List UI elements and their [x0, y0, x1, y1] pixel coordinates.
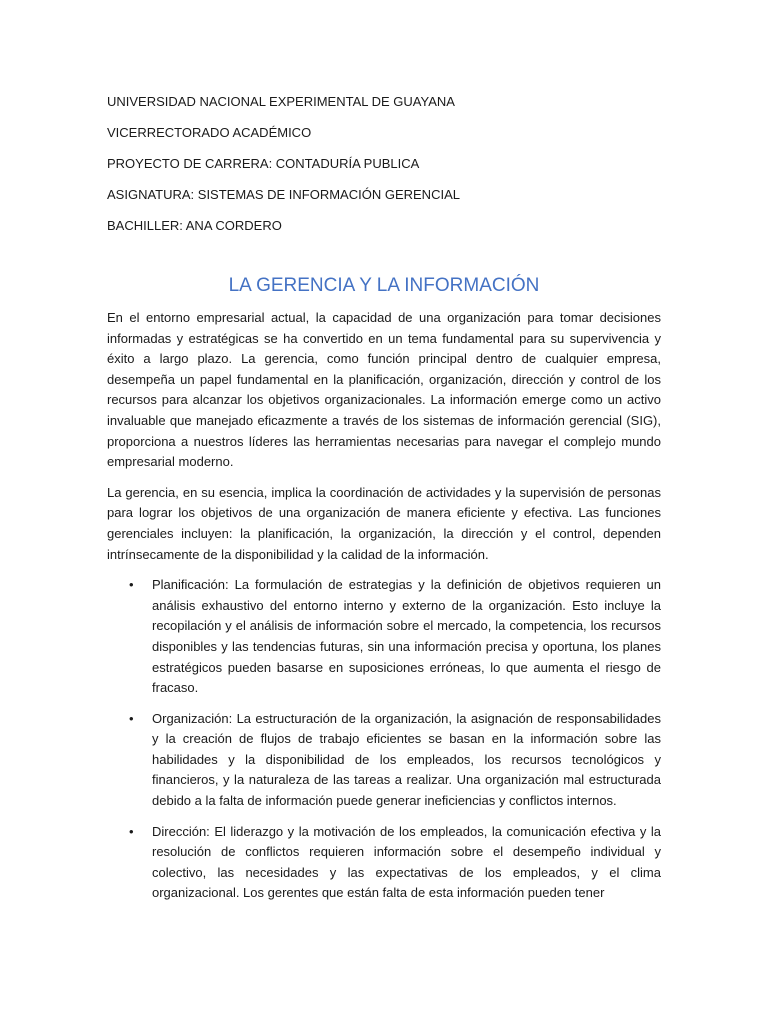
document-content: [107, 92, 661, 914]
list-item-text: Dirección: El liderazgo y la motivación de los empleados, la comunicación efectiva y la resolución de conflictos requieren información sobre el desempeño individual y colectivo, las necesidades y las expectativas de los empleados, y el clima organizacional. Los gerentes que están falta de esta información pueden tener: [152, 823, 661, 901]
intro-paragraph: En el entorno empresarial actual, la capacidad de una organización para tomar decisiones informadas y estratégicas se ha convertido en un tema fundamental para su supervivencia y éxito a largo plazo. La gerencia, como función principal dentro de cualquier empresa, desempeña un papel fundamental en la planificación, organización, dirección y control de los recursos para alcanzar los objetivos organizacionales. La información emerge como un activo invaluable que manejado eficazmente a través de los sistemas de información gerencial (SIG), proporciona a nuestros líderes las herramientas necesarias para navegar el complejo mundo empresarial moderno.: [107, 310, 661, 470]
vicerrectorado-line: VICERRECTORADO ACADÉMICO: [107, 125, 312, 140]
bachiller-line: BACHILLER: ANA CORDERO: [107, 218, 282, 233]
bullet-icon: •: [129, 710, 134, 726]
bullet-icon: •: [129, 823, 134, 839]
asignatura-line: ASIGNATURA: SISTEMAS DE INFORMACIÓN GERENCIAL: [107, 187, 460, 202]
management-functions-list: [107, 575, 661, 904]
proyecto-line: PROYECTO DE CARRERA: CONTADURÍA PUBLICA: [107, 156, 420, 171]
list-item-text: Planificación: La formulación de estrategias y la definición de objetivos requieren un análisis exhaustivo del entorno interno y externo de la organización. Esto incluye la recopilación y el análisis de información sobre el mercado, la competencia, los recursos disponibles y las tendencias futuras, sin una información precisa y oportuna, los planes estratégicos pueden basarse en suposiciones erróneas, lo que aumenta el riesgo de fracaso.: [152, 577, 661, 696]
list-item-planificacion: [107, 575, 661, 699]
document-title: LA GERENCIA Y LA INFORMACIÓN: [228, 275, 540, 296]
list-item-text: Organización: La estructuración de la organización, la asignación de responsabilidades y la creación de flujos de trabajo eficientes se basan en la información sobre las habilidades y la disponibilidad de los empleados, los recursos tecnológicos y financieros, y la naturaleza de las tareas a realizar. Una organización mal estructurada debido a la falta de información puede generar ineficiencias y conflictos internos.: [152, 710, 661, 809]
university-name: UNIVERSIDAD NACIONAL EXPERIMENTAL DE GUAYANA: [107, 94, 455, 109]
gerencia-paragraph: La gerencia, en su esencia, implica la coordinación de actividades y la supervisión de personas para lograr los objetivos de una organización de manera eficiente y efectiva. Las funciones gerenciales incluyen: la planificación, la organización, la dirección y el control, dependen intrínsecamente de la disponibilidad y la calidad de la información.: [107, 484, 661, 562]
list-item-direccion: [107, 822, 661, 904]
list-item-organizacion: [107, 709, 661, 812]
bullet-icon: •: [129, 577, 134, 593]
